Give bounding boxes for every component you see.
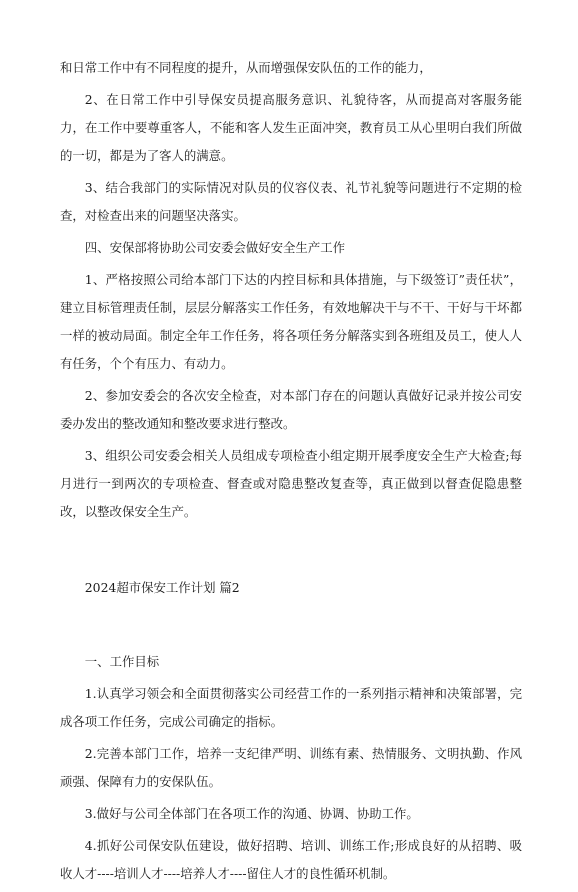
section-title-goals: 一、工作目标 <box>84 654 160 669</box>
paragraph-item-3: 3、结合我部门的实际情况对队员的仪容仪表、礼节礼貌等问题进行不定期的检查，对检查出来的问题坚决落实。 <box>60 180 522 223</box>
goal-item-3: 3.做好与公司全体部门在各项工作的沟通、协调、协助工作。 <box>84 806 419 821</box>
section-heading-4: 四、安保部将协助公司安委会做好安全生产工作 <box>84 240 345 255</box>
paragraph-item-2: 2、在日常工作中引导保安员提高服务意识、礼貌待客，从而提高对客服务能力，在工作中要尊重客人，不能和客人发生正面冲突，教育员工从心里明白我们所做的一切，都是为了客人的满意。 <box>60 92 522 163</box>
goal-item-4: 4.抓好公司保安队伍建设，做好招聘、培训、训练工作;形成良好的从招聘、吸收人才----培训人才----培养人才----留住人才的良性循环机制。 <box>60 838 522 881</box>
paragraph-safety-1: 1、严格按照公司给本部门下达的内控目标和具体措施，与下级签订”责任状”，建立目标管理责任制，层层分解落实工作任务，有效地解决干与不干、干好与干坏都一样的被动局面。制定全年工作任务，将各项任务分解落实到各班组及员工，使人人有任务，个个有压力、有动力。 <box>60 272 522 371</box>
plan-heading-part2: 2024超市保安工作计划 篇2 <box>84 580 240 595</box>
goal-item-1: 1.认真学习领会和全面贯彻落实公司经营工作的一系列指示精神和决策部署，完成各项工作任务，完成公司确定的指标。 <box>60 686 522 729</box>
goal-item-2: 2.完善本部门工作，培养一支纪律严明、训练有素、热情服务、文明执勤、作风顽强、保障有力的安保队伍。 <box>60 746 522 789</box>
paragraph-safety-3: 3、组织公司安委会相关人员组成专项检查小组定期开展季度安全生产大检查;每月进行一到两次的专项检查、督查或对隐患整改复查等，真正做到以督查促隐患整改，以整改保安全生产。 <box>60 448 522 519</box>
document-page <box>60 54 522 892</box>
paragraph-safety-2: 2、参加安委会的各次安全检查，对本部门存在的问题认真做好记录并按公司安委办发出的整改通知和整改要求进行整改。 <box>60 388 522 431</box>
paragraph-continuation: 和日常工作中有不同程度的提升，从而增强保安队伍的工作的能力， <box>60 60 432 75</box>
